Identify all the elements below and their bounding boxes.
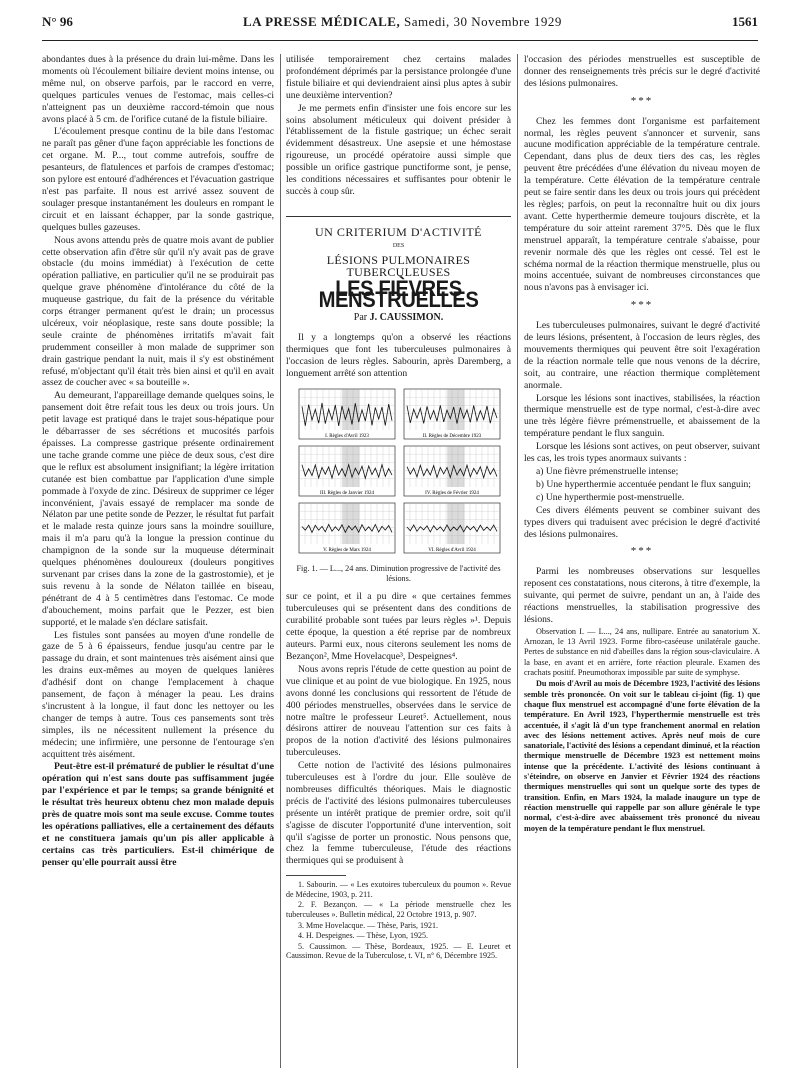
paragraph: L'écoulement presque continu de la bile dans l'estomac ne paraît pas gêner d'une façon appréciable les fonctions de cet organe. M. P..., tout comme autrefois, souffre de pesanteurs, de flatulences et parfois de crampes d'estomac; son pylore est entouré d'adhérences et l'évacuation gastrique n'est pas parfaite. Il nous est arrivé assez souvent de soulager presque instantanément les douleurs en rompant le circuit et en laissant échapper, par la sonde gastrique, quelques bulles gazeuses. (42, 126, 274, 233)
temperature-chart-figure (294, 386, 503, 560)
article-byline (286, 312, 511, 324)
article-kicker-connector: DES (392, 242, 405, 249)
panel-label: III. Règles de Janvier 1924 (319, 490, 375, 496)
list-item: c) Une hyperthermie post-menstruelle. (536, 491, 685, 503)
column-1 (42, 54, 274, 1072)
paragraph: l'occasion des périodes menstruelles est susceptible de donner des renseignements très précis sur le degré d'activité des lésions pulmonaires. (524, 54, 760, 89)
issue-number: N° 96 (42, 14, 73, 29)
panel-label: II. Règles de Décembre 1923 (422, 433, 482, 439)
paragraph: Les fistules sont pansées au moyen d'une rondelle de gaze de 5 à 6 épaisseurs, fendue jusqu'au centre par le passage du drain, et sont maintenues très aisément ainsi que les drains eux-mêmes au moyen de quelques lanières d'adhésif dont on change l'emplacement à chaque pansement, de façon à ménager la peau. Les drains s'incrustent à la longue, il faut donc les nettoyer ou les changer de temps à autre. Tous ces pansements sont très simples, ils ne nécessitent nullement la présence du médecin; une infirmière, une personne de l'entourage s'en acquittent très aisément. (42, 629, 274, 760)
observation-paragraph: Observation I. — L..., 24 ans, nullipare. Entrée au sanatorium X. Arnozan, le 13 Avril 1923. Forme fibro-caséeuse unilatérale gauche. Pertes de substance en nid d'abeilles dans la région sous-claviculaire. A la base, en avant et en arrière, forte réaction pleurale. Examen des crachats positif. Pneumothorax impossible par suite de symphyse. (524, 626, 760, 678)
chart-panel (299, 389, 395, 439)
byline-prefix: Par (353, 312, 368, 324)
paragraph: Nous avons attendu près de quatre mois avant de publier cette observation afin d'être sûr qu'il n'y avait pas de grave obstacle (du moins immédiat) à l'exécution de cette opération palliative, en particulier qu'il ne se produirait pas quelque grave phénomène d'intolérance du côté de la muqueuse gastrique, du fait de la présence du véritable corps étranger permanent qu'est le drain; un processus ulcéreux, voir néoplasique, reste sans doute possible; la seule crainte de phénomènes irritatifs m'avait fait prudemment conseiller à mon malade de supprimer son drain gastrique pendant la nuit, mais il s'y est obstinément refusé, m'objectant qu'il était très bien ainsi et qu'il en avait assez de coucher avec « sa bouteille ». (42, 234, 274, 389)
article-kicker: UN CRITERIUM D'ACTIVITÉ (315, 224, 482, 239)
footnote: 3. Mme Hovelacque. — Thèse, Paris, 1921. (298, 920, 439, 930)
chart-panel (299, 503, 395, 553)
menstruation-band (342, 446, 359, 487)
menstruation-band (447, 446, 464, 487)
paragraph: Chez les femmes dont l'organisme est parfaitement normal, les règles peuvent s'annoncer et survenir, sans aucune modification appréciable de la température centrale. Cependant, dans plus de deux tiers des cas, les règles peuvent être précédées d'une élévation du niveau moyen de la température. Cette élévation de la température centrale peut se faire sentir dans les deux ou trois jours qui précèdent les règles; parfois, on peut la reconnaître huit ou dix jours avant. Cette hyperthermie demeure toujours discrète, et la température du soir atteint rarement 37°5. Dès que le flux menstruel apparaît, la température centrale s'abaisse, pour revenir normale dès que les règles ont cessé. Tel est le schéma normal de la réaction thermique menstruelle, plus ou moins accentuée, suivant de nombreuses circonstances que nous n'avons pas à envisager ici. (524, 115, 760, 294)
paragraph: Lorsque les lésions sont inactives, stabilisées, la réaction thermique menstruelle est de type normal, c'est-à-dire avec une très légère fièvre prémenstruelle, et abaissement de la température pendant le flux sanguin. (524, 392, 760, 440)
journal-name: LA PRESSE MÉDICALE, (242, 14, 401, 29)
section-separator: *** (630, 299, 654, 312)
paragraph: Peut-être est-il prématuré de publier le résultat d'une opération qui n'est sans doute pas suffisamment jugée par l'expérience et par le temps; sa grande bénignité et le résultat très heureux obtenu chez mon malade depuis près de quatre mois sont ma seule excuse. Comme toutes les opérations palliatives, elle a certainement des défauts et ne constituera jamais qu'un pis aller applicable à certains cas très particuliers. Est-il chimérique de penser qu'elle pourrait aussi être (42, 761, 274, 868)
paragraph: Ces divers éléments peuvent se combiner suivant des types divers qui traduisent avec précision le degré d'activité des lésions pulmonaires. (524, 504, 760, 540)
section-separator: *** (630, 545, 654, 558)
page-number: 1561 (731, 14, 758, 29)
panel-label: I. Règles d'Avril 1923 (325, 433, 369, 439)
paragraph: Il y a longtemps qu'on a observé les réactions thermiques que font les tuberculeuses pulmonaires à l'occasion de leurs règles. Sabourin, après Daremberg, a longuement arrêté son attention (286, 332, 511, 379)
article-title: LES FIÈVRES MENSTRUELLES (318, 275, 479, 313)
column-divider (517, 54, 518, 1068)
panel-label: V. Règles de Mars 1924 (323, 547, 371, 553)
list-item: b) Une hyperthermie accentuée pendant le flux sanguin; (536, 478, 751, 490)
chart-panel (404, 446, 500, 496)
menstruation-band (342, 389, 359, 430)
paragraph: Parmi les nombreuses observations sur lesquelles reposent ces constatations, nous citerons, à titre d'exemple, la suivante, qui permet de suivre, pendant un an, à l'aide des réactions menstruelles, la stabilisation progressive des lésions. (524, 566, 760, 625)
footnote: 4. H. Despeignes. — Thèse, Lyon, 1925. (298, 931, 429, 941)
footnote: 1. Sabourin. — « Les exutoires tuberculeux du poumon ». Revue de Médecine, 1903, p. 211. (286, 880, 511, 899)
observation-paragraph: Du mois d'Avril au mois de Décembre 1923, l'activité des lésions semble très prononcée. On voit sur le tableau ci-joint (fig. 1) que chaque flux menstruel est accompagné d'une forte élévation de la température. En Avril 1923, l'hyperthermie menstruelle est très accentuée, il s'agit là d'un type franchement anormal en relation avec des lésions nettement actives. Après neuf mois de cure sanatoriale, l'activité des lésions a cependant diminué, et la réaction thermique menstruelle de Décembre 1923 est nettement moins intense que la précédente. L'activité des lésions continuant à s'éteindre, on observe en Janvier et Février 1924 des réactions thermiques menstruelles qui sont un quelque sorte des types de transition. Enfin, en Mars 1924, la malade inaugure un type de réaction menstruelle qui rappelle par son allure générale le type normal, c'est-à-dire avec abaissement très prononcé du niveau moyen de la température pendant le flux menstruel. (524, 679, 760, 833)
column-divider (280, 54, 281, 1068)
paragraph: Au demeurant, l'appareillage demande quelques soins, le pansement doit être refait tous les deux ou trois jours. Un petit lavage est pratiqué dans le trajet sous-hépatique pour le débarrasser de ses sécrétions et mucosités parfois épaisses. La compresse gastrique présente ordinairement une tache grande comme une pièce de deux sous, c'est dire que le reflux est absolument insignifiant; la légère irritation cutanée est bien combattue par l'application d'une simple pommade à l'oxyde de zinc. Désireux de supprimer ce léger inconvénient, j'avais essayé de remplacer ma sonde de Nélaton par une petite sonde de Pezzer, le résultat fut parfait et le malade resta quinze jours sans la moindre souillure, mais il m'a paru qu'à la longue la pression continue du champignon de la sonde sur la muqueuse déterminait quelques phénomènes douloureux (douleurs pongitives survenant par crises dans la zone de la gastrostomie), et je suis revenu à la sonde de Nélaton taillée en biseau, pénétrant de 4 à 5 centimètres dans l'estomac. Ce mode d'abouchement, moins parfait que le Pezzer, est bien supporté, et le malade s'en déclare satisfait. (42, 390, 274, 628)
menstruation-band (447, 389, 464, 430)
paragraph: Les tuberculeuses pulmonaires, suivant le degré d'activité de leurs lésions, présentent, à l'occasion de leurs règles, des mouvements thermiques qui peuvent être soit l'exagération de la réaction normale telle que nous venons de la décrire, soit, au contraire, une réaction thermique complètement anormale. (524, 320, 760, 391)
paragraph: Lorsque les lésions sont actives, on peut observer, suivant les cas, les trois types anormaux suivants : (524, 441, 760, 465)
page-header (42, 14, 758, 41)
paragraph: Nous avons repris l'étude de cette question au point de vue clinique et au point de vue biologique. En 1925, nous avons donné les conclusions qui ressortent de l'étude de 400 périodes menstruelles, observées dans le service de notre maître le professeur Leuret⁵. Actuellement, nous désirons attirer de nouveau l'attention sur ces faits à propos de la notion d'activité des lésions pulmonaires tuberculeuses. (286, 663, 511, 759)
issue-date: Samedi, 30 Novembre 1929 (403, 14, 562, 29)
figure-caption: Fig. 1. — L..., 24 ans. Diminution progressive de l'activité des lésions. (296, 563, 501, 583)
footnote-divider (286, 875, 346, 876)
column-2 (286, 54, 511, 1072)
journal-masthead (243, 14, 562, 30)
temperature-charts (295, 387, 504, 559)
section-separator: *** (630, 94, 654, 107)
chart-panel (404, 503, 500, 553)
chart-panel (404, 389, 500, 439)
author-name: J. CAUSSIMON. (369, 312, 444, 324)
paragraph: Cette notion de l'activité des lésions pulmonaires tuberculeuses est à l'ordre du jour. Elle soulève de nombreuses difficultés théoriques. Mais le diagnostic précis de l'activité des lésions pulmonaires tuberculeuses présente un intérêt pratique de premier ordre, soit qu'il s'agisse de discuter l'opportunité d'une intervention, soit qu'il s'agisse de porter un pronostic. Nous pensons que, chez la femme tuberculeuse, l'étude des réactions thermiques qui se produisent à (286, 760, 511, 867)
paragraph: utilisée temporairement chez certains malades profondément déprimés par la persistance prolongée d'une fistule biliaire et qui deviendraient ainsi plus aptes à subir une deuxième intervention? (286, 54, 511, 101)
paragraph: sur ce point, et il a pu dire « que certaines femmes tuberculeuses qui se présentent dans des conditions de curabilité probable sont tuées par leurs règles »¹. Depuis cette époque, la question a été reprise par de nombreux auteurs. Parmi eux, nous citerons seulement les noms de Bezançon², Mme Hovelacque³, Despeignes⁴. (286, 591, 511, 662)
article-subject: LÉSIONS PULMONAIRES TUBERCULEUSES (326, 252, 471, 279)
chart-panel (299, 446, 395, 496)
paragraph: Je me permets enfin d'insister une fois encore sur les soins absolument méticuleux qui doivent présider à l'établissement de la fistule gastrique; un échec serait évidemment désastreux. Une asepsie et une hémostase rigoureuse, un procédé opératoire aussi simple que possible un orifice gastrique punctiforme sont, je pense, les conditions nécessaires et suffisantes pour obtenir le succès à coup sûr. (286, 102, 511, 197)
article-heading (286, 216, 511, 324)
list-item: a) Une fièvre prémenstruelle intense; (536, 466, 679, 477)
footnote: 2. F. Bezançon. — « La période menstruelle chez les tuberculeuses ». Bulletin médical, 22 Octobre 1913, p. 907. (286, 900, 511, 920)
panel-label: VI. Règles d'Avril 1924 (428, 547, 476, 553)
paragraph: abondantes dues à la présence du drain lui-même. Dans les moments où l'écoulement biliaire devient moins intense, ou même nul, on observe parfois, par le raccord en verre, quelques particules venues de l'estomac, mais celles-ci n'atteignent pas un deuxième raccord-témoin que nous avons placé à 5 cm. de l'orifice cutané de la fistule biliaire. (42, 54, 274, 125)
footnote: 5. Caussimon. — Thèse, Bordeaux, 1925. — E. Leuret et Caussimon. Revue de la Tuberculose, t. VI, n° 6, Décembre 1925. (286, 941, 511, 961)
menstruation-band (342, 503, 359, 544)
column-3 (524, 54, 760, 1072)
menstruation-band (447, 503, 464, 544)
panel-label: IV. Règles de Février 1924 (425, 490, 479, 496)
